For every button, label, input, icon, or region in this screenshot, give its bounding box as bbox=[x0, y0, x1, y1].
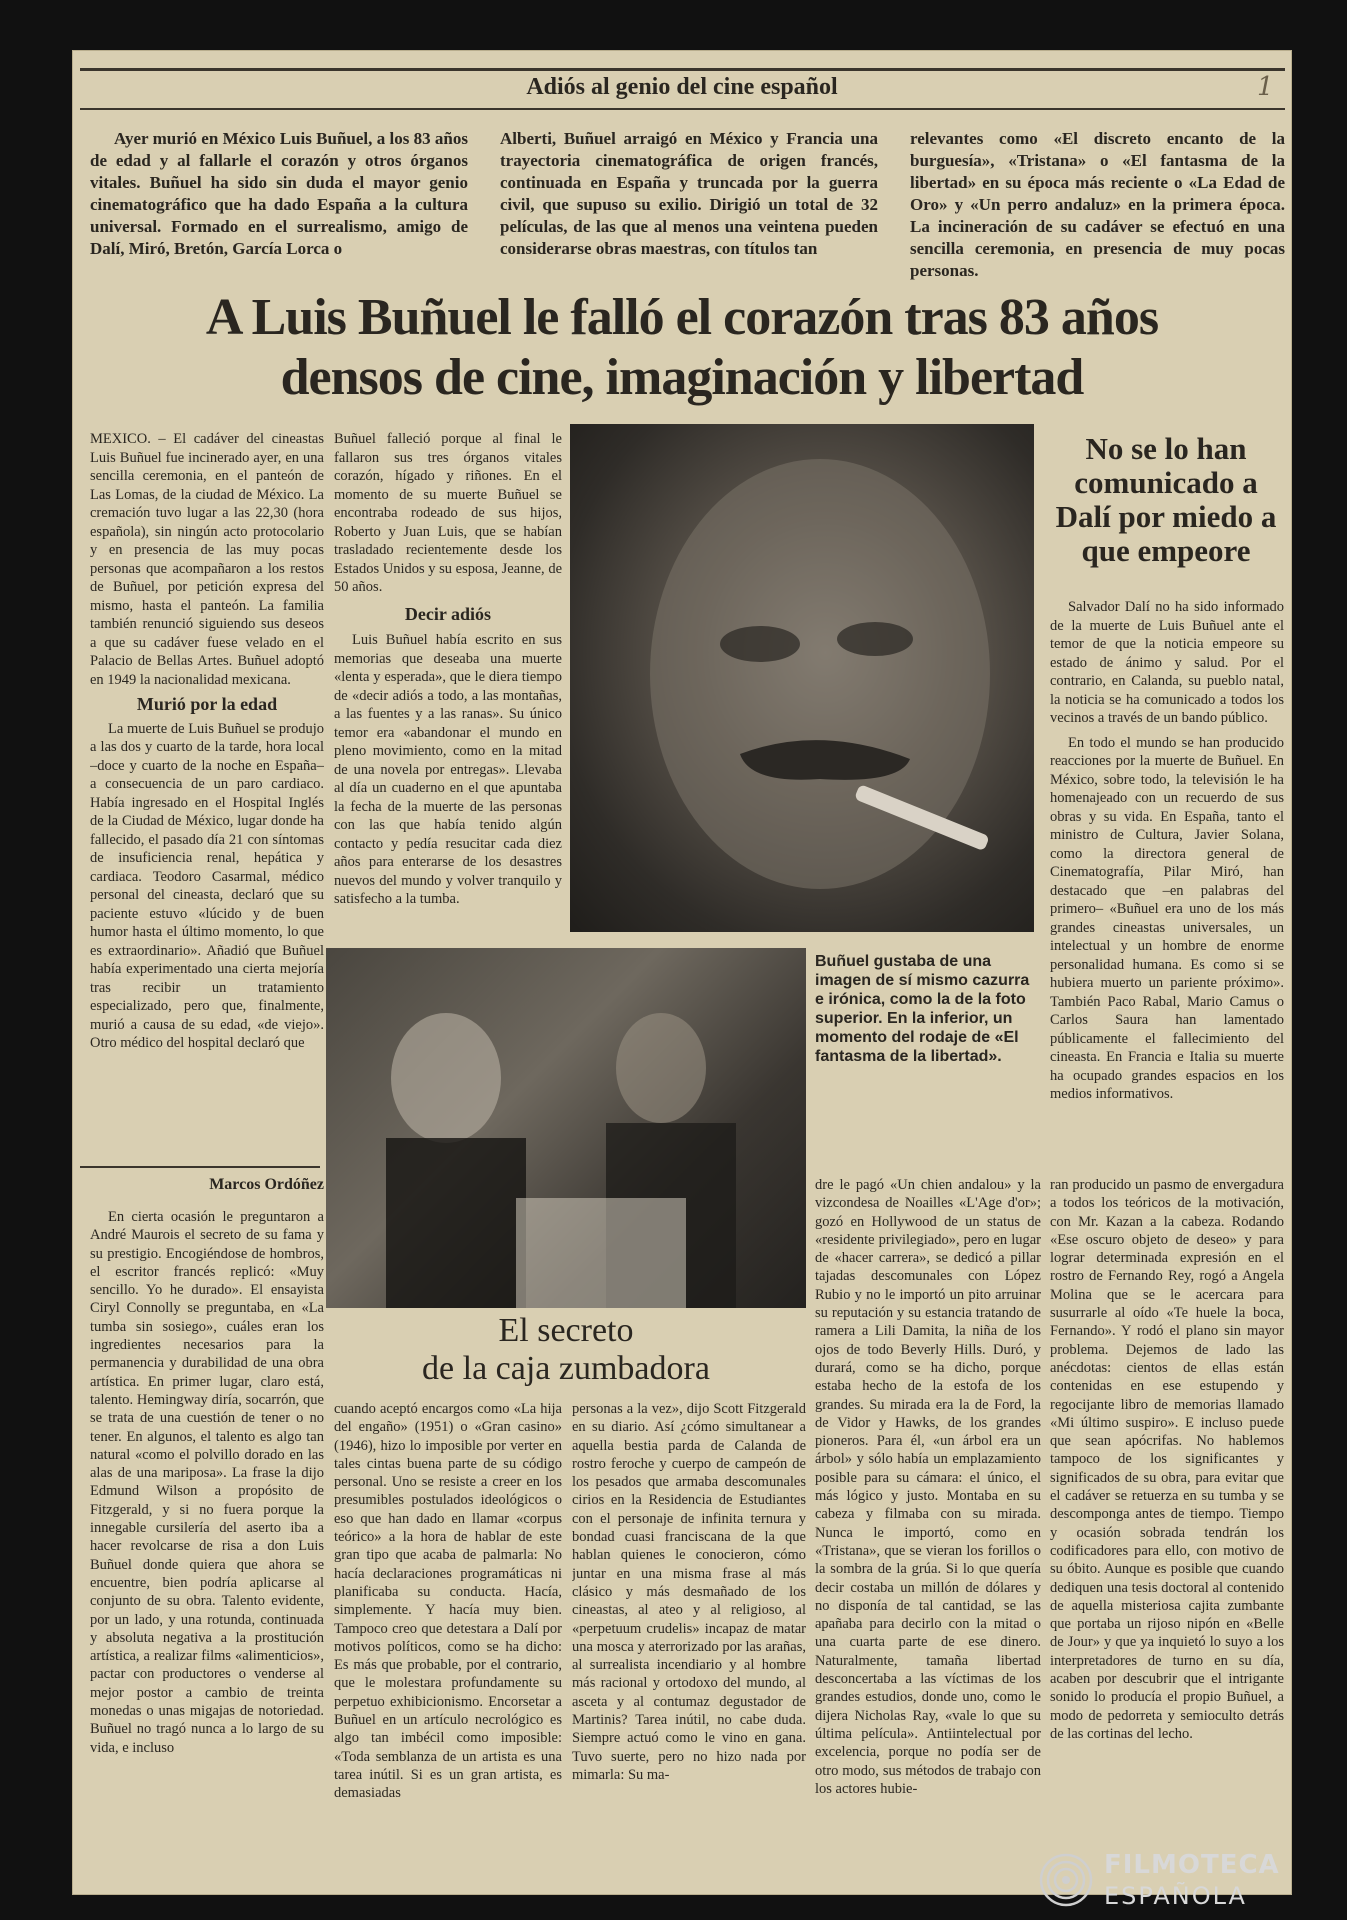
kicker-rule bbox=[80, 108, 1285, 110]
filmoteca-spiral-icon bbox=[1038, 1852, 1094, 1908]
filmoteca-watermark bbox=[1038, 1848, 1338, 1914]
headline-line-2: densos de cine, imaginación y libertad bbox=[280, 349, 1084, 406]
photo-bunuel-portrait bbox=[570, 424, 1034, 932]
headline-line-1: A Luis Buñuel le falló el corazón tras 83 años bbox=[205, 289, 1159, 346]
column-body-3: personas a la vez», dijo Scott Fitzgerald en su diario. Así ¿cómo simultanear a aquella bestia parda de Calanda de rostro feroche y cuerpo de campeón de los pesados que armaba descomunales cirios en la Residencia de Estudiantes con el personaje de infinita ternura y bondad cuasi franciscana de la que hablan quienes le conocieron, cómo juntar en una misma frase al más clásico y más desmañado de los cineastas, al ateo y al religioso, al «perpetuum crudelis» incapaz de matar una mosca y aterrorizado por las arañas, al surrealista incendiario y al hombre más racional y ortodoxo del mundo, al asceta y al contumaz degustador de Martinis? Tarea inútil, no cabe duda. Siempre actuó como le vino en gana. Tuvo suerte, pero no hizo nada por mimarla: Su ma- bbox=[572, 1401, 806, 1783]
lead-col-3: relevantes como «El discreto encanto de la burguesía», «Tristana» o «El fantasma de la libertad» en su época más reciente o «La Edad de Oro» y «Un perro andaluz» en la primera época. La incineración de su cadáver se efectuó en una sencilla ceremonia, en presencia de muy pocas personas. bbox=[910, 129, 1285, 280]
side-story-title: No se lo han comunicado a Dalí por miedo a que empeore bbox=[1055, 431, 1277, 568]
kicker: Adiós al genio del cine español bbox=[526, 74, 838, 100]
column-body-4: dre le pagó «Un chien andalou» y la vizcondesa de Noailles «L'Age d'or»; gozó en Hollywood de un status de «residente privilegiado», pero en lugar de «hacer carrera», se dedicó a pillar tajadas descomunales con López Rubio y no le importó un pito arruinar su reputación y su estancia tratando de ramera a Lili Damita, la niña de los ojos de todo Beverly Hills. Duró, y durará, como se ha dicho, porque estaba hecho de la estofa de los grandes. Su mirada era la de Ford, la de Vidor y Hawks, de los grandes pioneros. Para él, «un árbol era un árbol» y sólo había un emplazamiento posible para su cámara: el único, el más lógico y justo. Montaba en su cabeza y filmaba con su mirada. Nunca le importó, como en «Tristana», que se vieran los forillos o la sombra de la grúa. Si lo que quería decir costaba un millón de dólares y no disponía de tal cantidad, se las apañaba para decirlo con la mitad o una cuarta parte de ese dinero. Naturalmente, tamaña libertad desconcertaba a las víctimas de los grandes estudios, donde uno, como le dijera Nicholas Ray, «vale lo que su última película». Antiintelectual por excelencia, porque no podía ser de otro modo, sus métodos de trabajo con los actores hubie- bbox=[815, 1177, 1041, 1797]
newspaper-clipping bbox=[72, 50, 1292, 1895]
top-rule bbox=[80, 68, 1285, 71]
subhead-murio-por-la-edad: Murió por la edad bbox=[136, 694, 278, 714]
watermark-line-2: ESPAÑOLA bbox=[1104, 1882, 1247, 1910]
watermark-line-1: FILMOTECA bbox=[1104, 1850, 1280, 1880]
photo-film-set bbox=[326, 948, 806, 1308]
film-set-sketch bbox=[326, 948, 806, 1308]
subhead-decir-adios: Decir adiós bbox=[404, 603, 492, 624]
lead-col-1: Ayer murió en México Luis Buñuel, a los 83 años de edad y al fallarle el corazón y otros órganos vitales. Buñuel ha sido sin duda el mayor genio cinematográfico que ha dado España a la cultura universal. Formado en el surrealismo, amigo de Dalí, Miró, Bretón, García Lorca o bbox=[90, 129, 468, 258]
column-body-5: ran producido un pasmo de envergadura a todos los teóricos de la motivación, con Mr. Kazan a la cabeza. Rodando «Ese oscuro objeto de deseo» y para lograr determinada expresión en el rostro de Fernando Rey, rogó a Angela Molina que se le acercara para susurrarle al oído «Te huele la boca, Fernando». Y rodó el plano sin mayor problema. Dejemos de lado las anécdotas: cientos de ellas están contenidas en ese estupendo y regocijante libro de memorias llamado «Mi último suspiro». E incluso puede que sean apócrifas. No hablemos tampoco de los significantes y significados de su obra, para evitar que el cadáver se retuerza en su tumba y se descomponga antes de tiempo. Tiempo y ocasión sobrada tendrán los codificadores para ello, con motivo de su óbito. Aunque es posible que cuando dediquen una tesis doctoral al contenido de aquella misteriosa cajita zumbante que portaba un rijoso nipón en «Belle de Jour» y que ya inquietó lo suyo a los interpretadores de turno en su día, acaben por descubrir que el intrigante sonido lo producía el propio Buñuel, a modo de pedorreta y semioculto detrás de las cortinas del lecho. bbox=[1050, 1177, 1284, 1742]
column-body-1: En cierta ocasión le preguntaron a André Maurois el secreto de su fama y su prestigio. Encogiéndose de hombros, el escritor francés replicó: «Muy sencillo. Yo he durado». El ensayista Ciryl Connolly se preguntaba, en «La tumba sin sosiego», cuáles eran los ingredientes necesarios para la permanencia y durabilidad de una obra artística. En primer lugar, claro está, talento. Hemingway diría, socarrón, que se trata de una cuestión de tener o no tener. En algunos, el talento es algo tan natural «como el polvillo dorado en las alas de una mariposa». La frase la dijo Edmund Wilson a propósito de Fitzgerald, y si no fuera porque la innegable cursilería del aserto iba a hacer revolcarse de risa a don Luis Buñuel donde quiera que ahora se encuentre, bien podría aplicarse al conjunto de su obra. Talento evidente, por un lado, y una rotunda, continuada y absoluta negativa a la prostitución artística, a realizar films «alimenticios», pactar con productores o venderse al mejor postor a cambio de treinta monedas o unas migajas de notoriedad. Buñuel no tragó nunca a lo largo de su vida, e incluso bbox=[90, 1209, 324, 1756]
column-divider-rule bbox=[80, 1166, 320, 1168]
byline: Marcos Ordóñez bbox=[209, 1176, 324, 1193]
column-title-line-1: El secreto bbox=[498, 1312, 634, 1349]
column-body-2: cuando aceptó encargos como «La hija del engaño» (1951) o «Gran casino» (1946), hizo lo imposible por verter en tales cintas buena parte de su código personal. Uno se resiste a creer en los presumibles postulados ideológicos o eso que han dado en llamar «corpus teórico» a la hora de hablar de este gran tipo que acaba de palmarla: No hacía declaraciones programáticas ni planificaba su conducta. Hacía, simplemente. Y hacía muy bien. Tampoco creo que detestara a Dalí por motivos políticos, como se ha dicho: Es más que probable, por el contrario, que le molestara profundamente su perpetuo exhibicionismo. Encorsetar a Buñuel en un artículo necrológico es algo tan imbécil como imposible: «Toda semblanza de un artista es una tarea inútil. Si es un gran artista, es demasiadas bbox=[334, 1401, 562, 1802]
portrait-sketch bbox=[570, 424, 1034, 932]
side-story-body: Salvador Dalí no ha sido informado de la muerte de Luis Buñuel ante el temor de que la noticia empeore su estado de ánimo y salud. Por el contrario, en Calanda, su pueblo natal, la noticia se ha comunicado a todos los vecinos a través de un bando público. En todo el mundo se han producido reacciones por la muerte de Buñuel. En México, sobre todo, la televisión le ha homenajeado con un recuerdo de sus obras y su vida. En España, tanto el ministro de Cultura, Javier Solana, como la directora general de Cinematografía, Pilar Miró, han destacado que –en palabras del primero– «Buñuel era uno de los más grandes cineastas universales, un intelectual y un hombre de enorme personalidad humana. Es como si se hubiera muerto un pariente próximo». También Paco Rabal, Mario Camus o Carlos Saura han lamentado públicamente el fallecimiento del cineasta. En Francia e Italia su muerte ha ocupado grandes espacios en los medios informativos. bbox=[1050, 599, 1284, 1102]
column-title-line-2: de la caja zumbadora bbox=[422, 1350, 710, 1387]
lead-col-2: Alberti, Buñuel arraigó en México y Francia una trayectoria cinematográfica de origen francés, continuada en España y truncada por la guerra civil, que supuso su exilio. Dirigió un total de 32 películas, de las que al menos una veintena pueden considerarse obras maestras, con títulos tan bbox=[500, 129, 878, 258]
story-col-left: MEXICO. – El cadáver del cineastas Luis Buñuel fue incinerado ayer, en una sencilla ceremonia, en el panteón de Las Lomas, de la ciudad de México. La cremación tuvo lugar a las 22,30 (hora española), sin ningún acto protocolario y en presencia de las muy pocas personas que acompañaron a los restos de Buñuel, por petición expresa del mismo, hasta el panteón. La familia también renunció siguiendo sus deseos a que su cadáver fuese velado en el Palacio de Bellas Artes. Buñuel adoptó en 1949 la nacionalidad mexicana. Murió por la edad La muerte de Luis Buñuel se produjo a las dos y cuarto de la tarde, hora local –doce y cuarto de la noche en España– a consecuencia de un paro cardiaco. Había ingresado en el Hospital Inglés de la Ciudad de México, lugar donde ha fallecido, el pasado día 21 con síntomas de insuficiencia renal, hepática y cardiaca. Teodoro Casarmal, médico personal del cineasta, declaró que su paciente estuvo «lúcido y de buen humor hasta el último momento, lo que es extraordinario». Añadió que Buñuel había experimentado una cierta mejoría tras recibir un tratamiento especializado, pero que, finalmente, murió a causa de su edad, «de viejo». Otro médico del hospital declaró que bbox=[90, 431, 324, 1051]
handwritten-page-number: 1 bbox=[1257, 72, 1274, 102]
story-col-middle: Buñuel falleció porque al final le fallaron sus tres órganos vitales corazón, hígado y riñones. En el momento de su muerte Buñuel se encontraba rodeado de sus hijos, Roberto y Juan Luis, que se habían trasladado recientemente desde los Estados Unidos y su esposa, Jeanne, de 50 años. Decir adiós Luis Buñuel había escrito en sus memorias que deseaba una muerte «lenta y esperada», que le diera tiempo de «decir adiós a todo, a las montañas, a las fuentes y a las ranas». Su único temor era «abandonar el mundo en pleno movimiento, como en la mitad de una novela por entregas». Llevaba al día un cuaderno en el que apuntaba la fecha de la muerte de las personas con las que había tenido algún contacto y pedía resucitar cada diez años para enterarse de los desastres nuevos del mundo y volver tranquilo y satisfecho a la tumba. bbox=[334, 431, 562, 907]
photo-caption: Buñuel gustaba de una imagen de sí mismo cazurra e irónica, como la de la foto superior. En la inferior, un momento del rodaje de «El fantasma de la libertad». bbox=[815, 953, 1030, 1065]
